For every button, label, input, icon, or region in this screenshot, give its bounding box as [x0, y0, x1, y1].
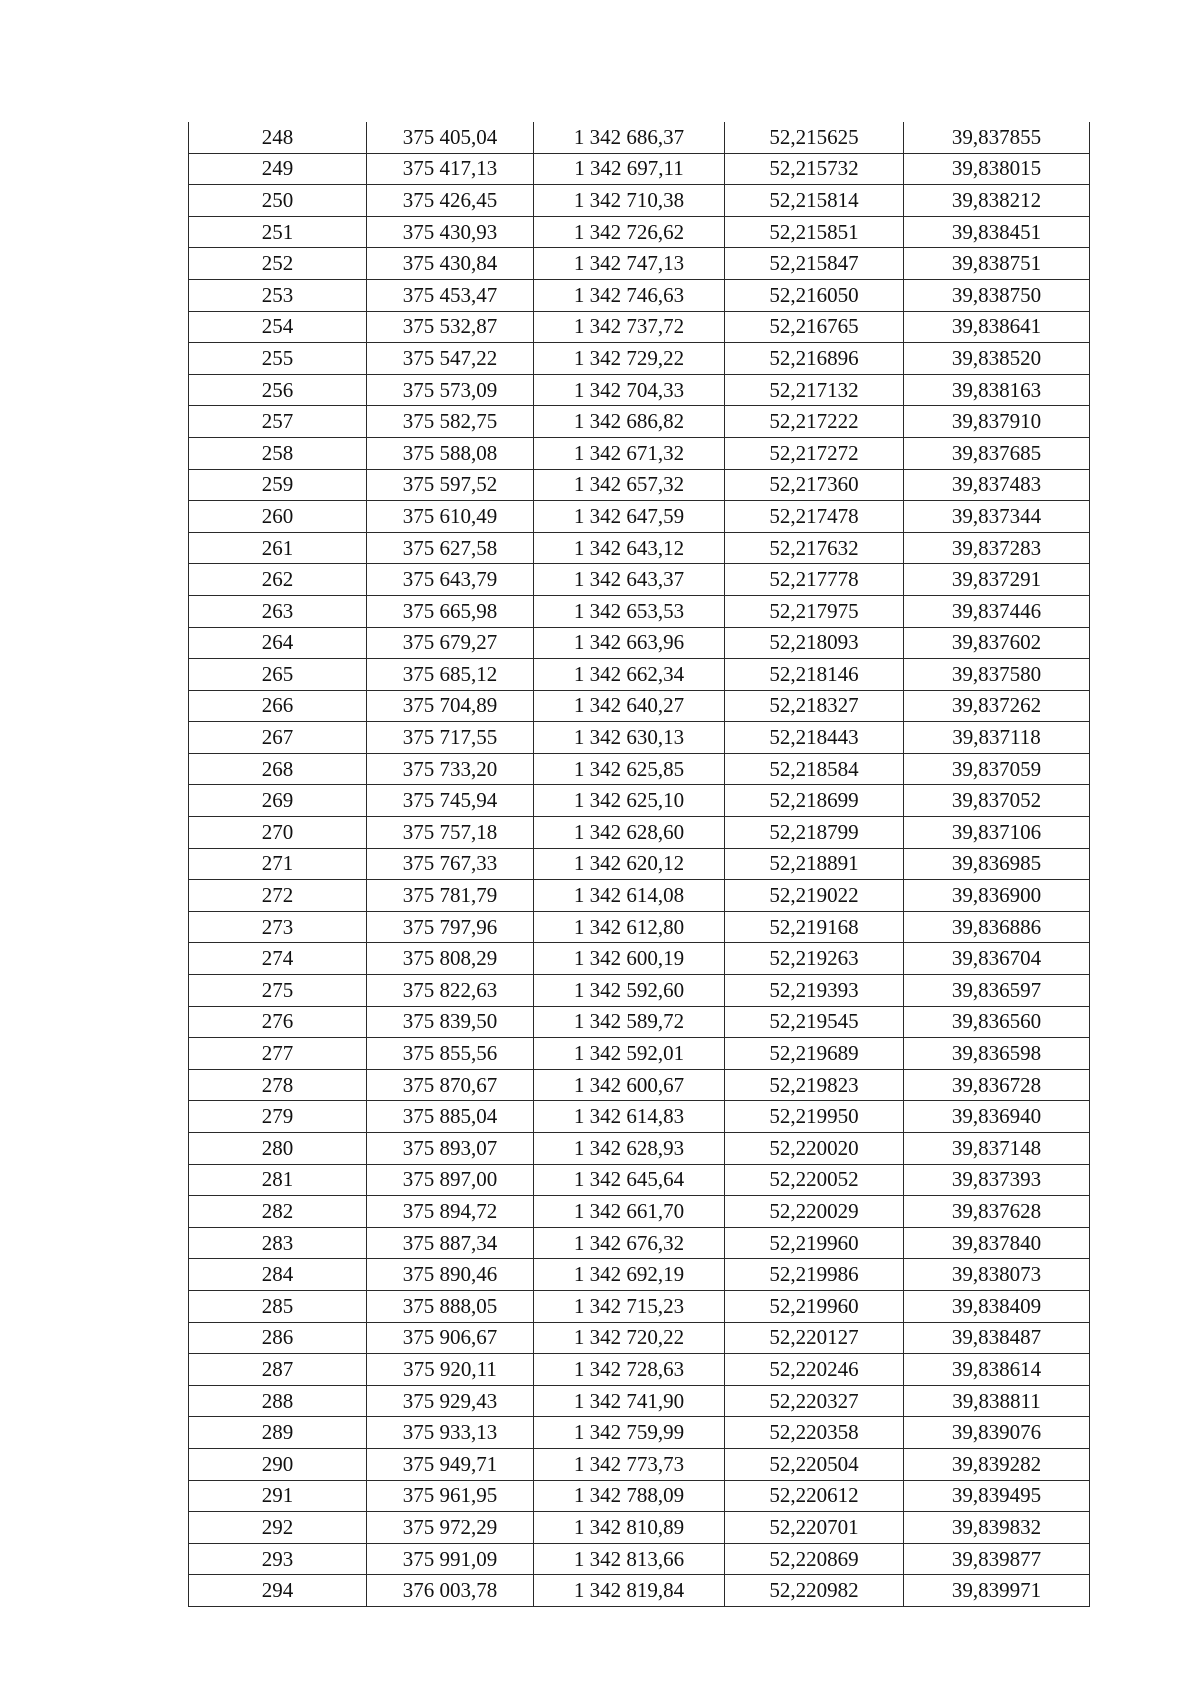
x-coordinate-cell: 375 822,63	[367, 975, 534, 1007]
longitude-cell: 39,836900	[904, 880, 1090, 912]
point-number-cell: 293	[189, 1543, 367, 1575]
table-row	[189, 406, 1090, 438]
x-coordinate-cell: 375 781,79	[367, 880, 534, 912]
latitude-cell: 52,216050	[725, 279, 904, 311]
table-row	[189, 1133, 1090, 1165]
x-coordinate-cell: 375 797,96	[367, 911, 534, 943]
latitude-cell: 52,219022	[725, 880, 904, 912]
table-row	[189, 690, 1090, 722]
y-coordinate-cell: 1 342 686,82	[534, 406, 725, 438]
x-coordinate-cell: 375 885,04	[367, 1101, 534, 1133]
table-row	[189, 564, 1090, 596]
x-coordinate-cell: 375 897,00	[367, 1164, 534, 1196]
y-coordinate-cell: 1 342 788,09	[534, 1480, 725, 1512]
longitude-cell: 39,837344	[904, 501, 1090, 533]
table-row	[189, 1101, 1090, 1133]
point-number-cell: 284	[189, 1259, 367, 1291]
x-coordinate-cell: 375 733,20	[367, 753, 534, 785]
latitude-cell: 52,219263	[725, 943, 904, 975]
table-row	[189, 975, 1090, 1007]
longitude-cell: 39,838409	[904, 1290, 1090, 1322]
latitude-cell: 52,218584	[725, 753, 904, 785]
x-coordinate-cell: 375 532,87	[367, 311, 534, 343]
point-number-cell: 249	[189, 153, 367, 185]
x-coordinate-cell: 375 991,09	[367, 1543, 534, 1575]
y-coordinate-cell: 1 342 600,67	[534, 1069, 725, 1101]
y-coordinate-cell: 1 342 692,19	[534, 1259, 725, 1291]
longitude-cell: 39,837855	[904, 122, 1090, 153]
x-coordinate-cell: 375 717,55	[367, 722, 534, 754]
point-number-cell: 286	[189, 1322, 367, 1354]
table-row	[189, 595, 1090, 627]
point-number-cell: 267	[189, 722, 367, 754]
x-coordinate-cell: 375 417,13	[367, 153, 534, 185]
y-coordinate-cell: 1 342 715,23	[534, 1290, 725, 1322]
longitude-cell: 39,836940	[904, 1101, 1090, 1133]
table-row	[189, 1385, 1090, 1417]
longitude-cell: 39,838015	[904, 153, 1090, 185]
point-number-cell: 291	[189, 1480, 367, 1512]
latitude-cell: 52,219950	[725, 1101, 904, 1133]
latitude-cell: 52,219960	[725, 1290, 904, 1322]
longitude-cell: 39,839877	[904, 1543, 1090, 1575]
y-coordinate-cell: 1 342 657,32	[534, 469, 725, 501]
x-coordinate-cell: 375 745,94	[367, 785, 534, 817]
y-coordinate-cell: 1 342 612,80	[534, 911, 725, 943]
longitude-cell: 39,836560	[904, 1006, 1090, 1038]
y-coordinate-cell: 1 342 661,70	[534, 1196, 725, 1228]
longitude-cell: 39,837580	[904, 659, 1090, 691]
table-row	[189, 1069, 1090, 1101]
point-number-cell: 255	[189, 343, 367, 375]
x-coordinate-cell: 375 426,45	[367, 185, 534, 217]
x-coordinate-cell: 375 933,13	[367, 1417, 534, 1449]
x-coordinate-cell: 375 547,22	[367, 343, 534, 375]
table-row	[189, 532, 1090, 564]
longitude-cell: 39,837059	[904, 753, 1090, 785]
latitude-cell: 52,220612	[725, 1480, 904, 1512]
point-number-cell: 290	[189, 1448, 367, 1480]
table-row	[189, 1480, 1090, 1512]
point-number-cell: 250	[189, 185, 367, 217]
longitude-cell: 39,838451	[904, 216, 1090, 248]
point-number-cell: 294	[189, 1575, 367, 1607]
table-row	[189, 943, 1090, 975]
y-coordinate-cell: 1 342 663,96	[534, 627, 725, 659]
table-row	[189, 374, 1090, 406]
longitude-cell: 39,837148	[904, 1133, 1090, 1165]
longitude-cell: 39,837262	[904, 690, 1090, 722]
y-coordinate-cell: 1 342 645,64	[534, 1164, 725, 1196]
x-coordinate-cell: 375 906,67	[367, 1322, 534, 1354]
point-number-cell: 262	[189, 564, 367, 596]
table-row	[189, 722, 1090, 754]
point-number-cell: 280	[189, 1133, 367, 1165]
latitude-cell: 52,219168	[725, 911, 904, 943]
longitude-cell: 39,838750	[904, 279, 1090, 311]
longitude-cell: 39,838641	[904, 311, 1090, 343]
y-coordinate-cell: 1 342 697,11	[534, 153, 725, 185]
x-coordinate-cell: 375 920,11	[367, 1354, 534, 1386]
point-number-cell: 276	[189, 1006, 367, 1038]
point-number-cell: 261	[189, 532, 367, 564]
point-number-cell: 256	[189, 374, 367, 406]
longitude-cell: 39,837291	[904, 564, 1090, 596]
longitude-cell: 39,837283	[904, 532, 1090, 564]
latitude-cell: 52,219393	[725, 975, 904, 1007]
point-number-cell: 272	[189, 880, 367, 912]
point-number-cell: 248	[189, 122, 367, 153]
point-number-cell: 288	[189, 1385, 367, 1417]
point-number-cell: 263	[189, 595, 367, 627]
y-coordinate-cell: 1 342 810,89	[534, 1512, 725, 1544]
table-row	[189, 627, 1090, 659]
y-coordinate-cell: 1 342 628,93	[534, 1133, 725, 1165]
table-row	[189, 785, 1090, 817]
y-coordinate-cell: 1 342 729,22	[534, 343, 725, 375]
latitude-cell: 52,219960	[725, 1227, 904, 1259]
longitude-cell: 39,838520	[904, 343, 1090, 375]
latitude-cell: 52,220327	[725, 1385, 904, 1417]
y-coordinate-cell: 1 342 759,99	[534, 1417, 725, 1449]
x-coordinate-cell: 375 929,43	[367, 1385, 534, 1417]
y-coordinate-cell: 1 342 773,73	[534, 1448, 725, 1480]
x-coordinate-cell: 375 888,05	[367, 1290, 534, 1322]
latitude-cell: 52,218443	[725, 722, 904, 754]
x-coordinate-cell: 375 949,71	[367, 1448, 534, 1480]
x-coordinate-cell: 375 893,07	[367, 1133, 534, 1165]
point-number-cell: 278	[189, 1069, 367, 1101]
x-coordinate-cell: 375 890,46	[367, 1259, 534, 1291]
x-coordinate-cell: 375 665,98	[367, 595, 534, 627]
point-number-cell: 269	[189, 785, 367, 817]
latitude-cell: 52,220029	[725, 1196, 904, 1228]
y-coordinate-cell: 1 342 704,33	[534, 374, 725, 406]
latitude-cell: 52,215625	[725, 122, 904, 153]
table-row	[189, 1164, 1090, 1196]
point-number-cell: 257	[189, 406, 367, 438]
latitude-cell: 52,220982	[725, 1575, 904, 1607]
table-row	[189, 659, 1090, 691]
table-row	[189, 1196, 1090, 1228]
longitude-cell: 39,836985	[904, 848, 1090, 880]
point-number-cell: 270	[189, 817, 367, 849]
x-coordinate-cell: 375 887,34	[367, 1227, 534, 1259]
point-number-cell: 252	[189, 248, 367, 280]
table-row	[189, 1290, 1090, 1322]
table-row	[189, 122, 1090, 153]
longitude-cell: 39,839832	[904, 1512, 1090, 1544]
latitude-cell: 52,218799	[725, 817, 904, 849]
x-coordinate-cell: 375 894,72	[367, 1196, 534, 1228]
latitude-cell: 52,215847	[725, 248, 904, 280]
y-coordinate-cell: 1 342 671,32	[534, 437, 725, 469]
point-number-cell: 289	[189, 1417, 367, 1449]
table-row	[189, 1322, 1090, 1354]
table-row	[189, 248, 1090, 280]
y-coordinate-cell: 1 342 747,13	[534, 248, 725, 280]
x-coordinate-cell: 375 453,47	[367, 279, 534, 311]
longitude-cell: 39,837118	[904, 722, 1090, 754]
table-row	[189, 311, 1090, 343]
x-coordinate-cell: 375 870,67	[367, 1069, 534, 1101]
y-coordinate-cell: 1 342 728,63	[534, 1354, 725, 1386]
latitude-cell: 52,218891	[725, 848, 904, 880]
y-coordinate-cell: 1 342 726,62	[534, 216, 725, 248]
latitude-cell: 52,220052	[725, 1164, 904, 1196]
longitude-cell: 39,836598	[904, 1038, 1090, 1070]
longitude-cell: 39,839076	[904, 1417, 1090, 1449]
y-coordinate-cell: 1 342 662,34	[534, 659, 725, 691]
longitude-cell: 39,838163	[904, 374, 1090, 406]
latitude-cell: 52,216896	[725, 343, 904, 375]
table-row	[189, 1417, 1090, 1449]
table-row	[189, 817, 1090, 849]
x-coordinate-cell: 375 627,58	[367, 532, 534, 564]
point-number-cell: 264	[189, 627, 367, 659]
latitude-cell: 52,217132	[725, 374, 904, 406]
y-coordinate-cell: 1 342 741,90	[534, 1385, 725, 1417]
table-row	[189, 501, 1090, 533]
latitude-cell: 52,217632	[725, 532, 904, 564]
latitude-cell: 52,220246	[725, 1354, 904, 1386]
latitude-cell: 52,220701	[725, 1512, 904, 1544]
y-coordinate-cell: 1 342 625,85	[534, 753, 725, 785]
y-coordinate-cell: 1 342 643,12	[534, 532, 725, 564]
table-row	[189, 848, 1090, 880]
y-coordinate-cell: 1 342 643,37	[534, 564, 725, 596]
longitude-cell: 39,838487	[904, 1322, 1090, 1354]
point-number-cell: 271	[189, 848, 367, 880]
latitude-cell: 52,220358	[725, 1417, 904, 1449]
x-coordinate-cell: 375 808,29	[367, 943, 534, 975]
table-row	[189, 880, 1090, 912]
y-coordinate-cell: 1 342 653,53	[534, 595, 725, 627]
point-number-cell: 253	[189, 279, 367, 311]
point-number-cell: 292	[189, 1512, 367, 1544]
latitude-cell: 52,217272	[725, 437, 904, 469]
table-row	[189, 343, 1090, 375]
point-number-cell: 274	[189, 943, 367, 975]
latitude-cell: 52,218146	[725, 659, 904, 691]
point-number-cell: 251	[189, 216, 367, 248]
table-row	[189, 279, 1090, 311]
y-coordinate-cell: 1 342 620,12	[534, 848, 725, 880]
table-row	[189, 153, 1090, 185]
point-number-cell: 260	[189, 501, 367, 533]
point-number-cell: 258	[189, 437, 367, 469]
y-coordinate-cell: 1 342 630,13	[534, 722, 725, 754]
latitude-cell: 52,220020	[725, 1133, 904, 1165]
y-coordinate-cell: 1 342 710,38	[534, 185, 725, 217]
x-coordinate-cell: 375 757,18	[367, 817, 534, 849]
y-coordinate-cell: 1 342 737,72	[534, 311, 725, 343]
table-row	[189, 1575, 1090, 1607]
point-number-cell: 265	[189, 659, 367, 691]
y-coordinate-cell: 1 342 614,08	[534, 880, 725, 912]
longitude-cell: 39,838212	[904, 185, 1090, 217]
table-row	[189, 1227, 1090, 1259]
longitude-cell: 39,839495	[904, 1480, 1090, 1512]
y-coordinate-cell: 1 342 592,60	[534, 975, 725, 1007]
y-coordinate-cell: 1 342 819,84	[534, 1575, 725, 1607]
point-number-cell: 279	[189, 1101, 367, 1133]
x-coordinate-cell: 375 430,84	[367, 248, 534, 280]
longitude-cell: 39,837052	[904, 785, 1090, 817]
table-row	[189, 1354, 1090, 1386]
point-number-cell: 282	[189, 1196, 367, 1228]
latitude-cell: 52,217975	[725, 595, 904, 627]
latitude-cell: 52,220127	[725, 1322, 904, 1354]
x-coordinate-cell: 375 610,49	[367, 501, 534, 533]
y-coordinate-cell: 1 342 720,22	[534, 1322, 725, 1354]
point-number-cell: 266	[189, 690, 367, 722]
table-row	[189, 1543, 1090, 1575]
longitude-cell: 39,837602	[904, 627, 1090, 659]
x-coordinate-cell: 375 839,50	[367, 1006, 534, 1038]
point-number-cell: 254	[189, 311, 367, 343]
point-number-cell: 285	[189, 1290, 367, 1322]
y-coordinate-cell: 1 342 614,83	[534, 1101, 725, 1133]
x-coordinate-cell: 375 855,56	[367, 1038, 534, 1070]
longitude-cell: 39,837393	[904, 1164, 1090, 1196]
latitude-cell: 52,215851	[725, 216, 904, 248]
longitude-cell: 39,837840	[904, 1227, 1090, 1259]
x-coordinate-cell: 375 704,89	[367, 690, 534, 722]
longitude-cell: 39,836728	[904, 1069, 1090, 1101]
x-coordinate-cell: 375 685,12	[367, 659, 534, 691]
longitude-cell: 39,836704	[904, 943, 1090, 975]
latitude-cell: 52,217478	[725, 501, 904, 533]
x-coordinate-cell: 375 597,52	[367, 469, 534, 501]
longitude-cell: 39,839971	[904, 1575, 1090, 1607]
longitude-cell: 39,837483	[904, 469, 1090, 501]
x-coordinate-cell: 376 003,78	[367, 1575, 534, 1607]
x-coordinate-cell: 375 430,93	[367, 216, 534, 248]
latitude-cell: 52,219986	[725, 1259, 904, 1291]
latitude-cell: 52,218699	[725, 785, 904, 817]
y-coordinate-cell: 1 342 592,01	[534, 1038, 725, 1070]
y-coordinate-cell: 1 342 647,59	[534, 501, 725, 533]
longitude-cell: 39,839282	[904, 1448, 1090, 1480]
y-coordinate-cell: 1 342 640,27	[534, 690, 725, 722]
latitude-cell: 52,215732	[725, 153, 904, 185]
table-row	[189, 1006, 1090, 1038]
y-coordinate-cell: 1 342 628,60	[534, 817, 725, 849]
point-number-cell: 281	[189, 1164, 367, 1196]
table-row	[189, 1038, 1090, 1070]
point-number-cell: 277	[189, 1038, 367, 1070]
x-coordinate-cell: 375 573,09	[367, 374, 534, 406]
y-coordinate-cell: 1 342 589,72	[534, 1006, 725, 1038]
coordinates-table	[188, 122, 1090, 1607]
longitude-cell: 39,837106	[904, 817, 1090, 849]
longitude-cell: 39,837628	[904, 1196, 1090, 1228]
latitude-cell: 52,217222	[725, 406, 904, 438]
x-coordinate-cell: 375 972,29	[367, 1512, 534, 1544]
y-coordinate-cell: 1 342 600,19	[534, 943, 725, 975]
table-row	[189, 216, 1090, 248]
table-row	[189, 1259, 1090, 1291]
latitude-cell: 52,218327	[725, 690, 904, 722]
table-row	[189, 185, 1090, 217]
x-coordinate-cell: 375 582,75	[367, 406, 534, 438]
y-coordinate-cell: 1 342 813,66	[534, 1543, 725, 1575]
longitude-cell: 39,837446	[904, 595, 1090, 627]
point-number-cell: 259	[189, 469, 367, 501]
y-coordinate-cell: 1 342 625,10	[534, 785, 725, 817]
y-coordinate-cell: 1 342 746,63	[534, 279, 725, 311]
longitude-cell: 39,837685	[904, 437, 1090, 469]
longitude-cell: 39,838073	[904, 1259, 1090, 1291]
table-row	[189, 469, 1090, 501]
point-number-cell: 283	[189, 1227, 367, 1259]
table-row	[189, 911, 1090, 943]
x-coordinate-cell: 375 405,04	[367, 122, 534, 153]
longitude-cell: 39,836886	[904, 911, 1090, 943]
table-row	[189, 437, 1090, 469]
latitude-cell: 52,219545	[725, 1006, 904, 1038]
longitude-cell: 39,836597	[904, 975, 1090, 1007]
latitude-cell: 52,218093	[725, 627, 904, 659]
point-number-cell: 268	[189, 753, 367, 785]
latitude-cell: 52,219689	[725, 1038, 904, 1070]
table-row	[189, 1448, 1090, 1480]
latitude-cell: 52,219823	[725, 1069, 904, 1101]
latitude-cell: 52,217360	[725, 469, 904, 501]
x-coordinate-cell: 375 588,08	[367, 437, 534, 469]
longitude-cell: 39,838811	[904, 1385, 1090, 1417]
longitude-cell: 39,838614	[904, 1354, 1090, 1386]
longitude-cell: 39,838751	[904, 248, 1090, 280]
latitude-cell: 52,217778	[725, 564, 904, 596]
point-number-cell: 273	[189, 911, 367, 943]
latitude-cell: 52,215814	[725, 185, 904, 217]
latitude-cell: 52,220869	[725, 1543, 904, 1575]
coordinates-table-body	[189, 122, 1090, 1606]
x-coordinate-cell: 375 767,33	[367, 848, 534, 880]
latitude-cell: 52,216765	[725, 311, 904, 343]
table-row	[189, 753, 1090, 785]
point-number-cell: 275	[189, 975, 367, 1007]
table-row	[189, 1512, 1090, 1544]
point-number-cell: 287	[189, 1354, 367, 1386]
longitude-cell: 39,837910	[904, 406, 1090, 438]
y-coordinate-cell: 1 342 686,37	[534, 122, 725, 153]
x-coordinate-cell: 375 679,27	[367, 627, 534, 659]
latitude-cell: 52,220504	[725, 1448, 904, 1480]
x-coordinate-cell: 375 961,95	[367, 1480, 534, 1512]
y-coordinate-cell: 1 342 676,32	[534, 1227, 725, 1259]
x-coordinate-cell: 375 643,79	[367, 564, 534, 596]
